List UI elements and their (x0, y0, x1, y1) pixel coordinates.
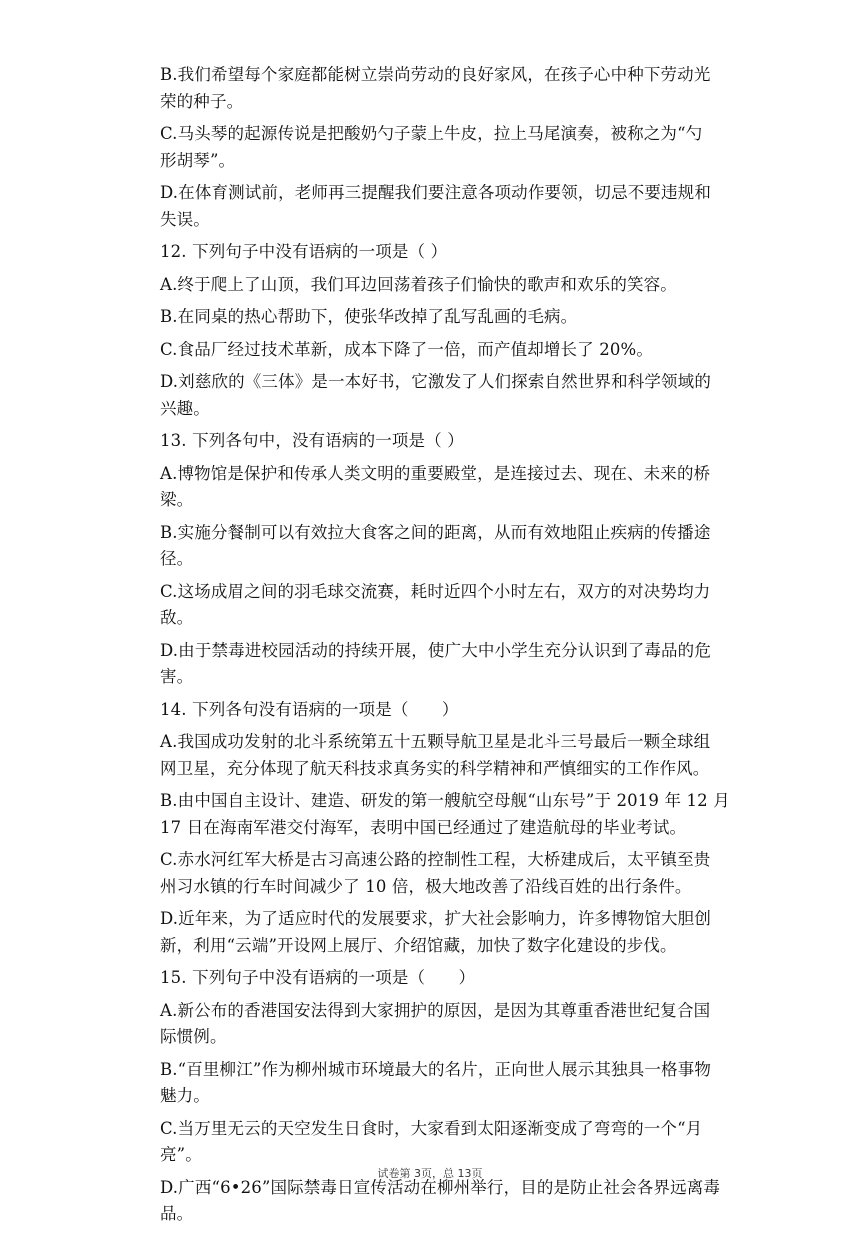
text-line: B.在同桌的热心帮助下，使张华改掉了乱写乱画的毛病。 (160, 307, 578, 326)
text-line: 17 日在海南军港交付海军，表明中国已经通过了建造航母的毕业考试。 (160, 817, 687, 837)
question-14-stem (160, 697, 730, 724)
text-line: B.我们希望每个家庭都能树立崇尚劳动的良好家风，在孩子心中种下劳动光 (160, 65, 711, 84)
option-14-b (160, 788, 730, 841)
text-line: D.刘慈欣的《三体》是一本好书，它激发了人们探索自然世界和科学领域的 (160, 372, 711, 391)
question-title: 15. 下列句子中没有语病的一项是（ ） (160, 968, 476, 987)
text-line: 亮”。 (160, 1145, 202, 1164)
question-15-stem (160, 965, 730, 992)
text-line: C.当万里无云的天空发生日食时，大家看到太阳逐渐变成了弯弯的一个“月 (160, 1118, 703, 1138)
option-13-c (160, 579, 730, 632)
text-line: 品。 (160, 1204, 194, 1223)
text-line: B.实施分餐制可以有效拉大食客之间的距离，从而有效地阻止疾病的传播途 (160, 522, 711, 542)
text-line: 新，利用“云端”开设网上展厅、介绍馆藏，加快了数字化建设的步伐。 (160, 935, 677, 955)
text-line: 失误。 (160, 209, 210, 229)
text-line: D.在体育测试前，老师再三提醒我们要注意各项动作要领，切忌不要违规和 (160, 183, 711, 202)
option-14-d (160, 906, 730, 959)
text-line: A.我国成功发射的北斗系统第五十五颗导航卫星是北斗三号最后一颗全球组 (160, 732, 711, 751)
option-15-b (160, 1057, 730, 1110)
text-line: B.“百里柳江”作为柳州城市环境最大的名片，正向世人展示其独具一格事物 (160, 1059, 711, 1079)
text-line: C.马头琴的起源传说是把酸奶勺子蒙上牛皮，拉上马尾演奏，被称之为“勺 (160, 124, 703, 143)
text-line: 敌。 (160, 608, 194, 627)
question-12-stem (160, 239, 730, 266)
text-line: 害。 (160, 667, 194, 686)
option-15-a (160, 998, 730, 1051)
text-line: 州习水镇的行车时间减少了 10 倍，极大地改善了沿线百姓的出行条件。 (160, 876, 692, 896)
text-line: D.广西“6•26”国际禁毒日宣传活动在柳州举行，目的是防止社会各界远离毒 (160, 1177, 721, 1197)
option-12-d (160, 369, 730, 422)
text-line: D.由于禁毒进校园活动的持续开展，使广大中小学生充分认识到了毒品的危 (160, 640, 711, 660)
text-line: C.食品厂经过技术革新，成本下降了一倍，而产值却增长了 20%。 (160, 339, 653, 359)
question-13-stem (160, 428, 730, 455)
option-11-c (160, 121, 730, 174)
text-line: C.赤水河红军大桥是古习高速公路的控制性工程，大桥建成后，太平镇至贵 (160, 850, 711, 869)
text-line: A.新公布的香港国安法得到大家拥护的原因，是因为其尊重香港世纪复合国 (160, 1000, 711, 1020)
option-14-a (160, 729, 730, 782)
option-12-c (160, 337, 730, 364)
page-footer: 试卷第 3页，总 13页 (377, 1167, 483, 1180)
text-line: 梁。 (160, 490, 194, 509)
text-line: D.近年来，为了适应时代的发展要求，扩大社会影响力，许多博物馆大胆创 (160, 909, 711, 928)
option-11-d (160, 180, 730, 233)
text-line: 形胡琴”。 (160, 150, 236, 170)
text-line: C.这场成眉之间的羽毛球交流赛，耗时近四个小时左右，双方的对决势均力 (160, 581, 711, 601)
exam-page-content (160, 62, 730, 1234)
text-line: A.博物馆是保护和传承人类文明的重要殿堂，是连接过去、现在、未来的桥 (160, 463, 711, 483)
option-13-d (160, 638, 730, 691)
text-line: 兴趣。 (160, 398, 210, 418)
text-line: B.由中国自主设计、建造、研发的第一艘航空母舰“山东号”于 2019 年 12 月 (160, 791, 730, 810)
text-line: 荣的种子。 (160, 91, 244, 111)
option-12-a (160, 272, 730, 299)
option-11-b (160, 62, 730, 115)
text-line: 网卫星，充分体现了航天科技求真务实的科学精神和严慎细实的工作作风。 (160, 758, 710, 778)
option-15-c (160, 1116, 730, 1169)
option-14-c (160, 847, 730, 900)
option-13-b (160, 520, 730, 573)
text-line: 魅力。 (160, 1086, 210, 1105)
text-line: A.终于爬上了山顶，我们耳边回荡着孩子们愉快的歌声和欢乐的笑容。 (160, 274, 677, 294)
question-title: 13. 下列各句中，没有语病的一项是（ ） (160, 431, 464, 450)
text-line: 际惯例。 (160, 1027, 227, 1046)
text-line: 径。 (160, 549, 194, 568)
option-12-b (160, 304, 730, 331)
option-15-d (160, 1175, 730, 1228)
question-title: 14. 下列各句没有语病的一项是（ ） (160, 699, 459, 719)
question-title: 12. 下列句子中没有语病的一项是（ ） (160, 242, 448, 261)
option-13-a (160, 461, 730, 514)
